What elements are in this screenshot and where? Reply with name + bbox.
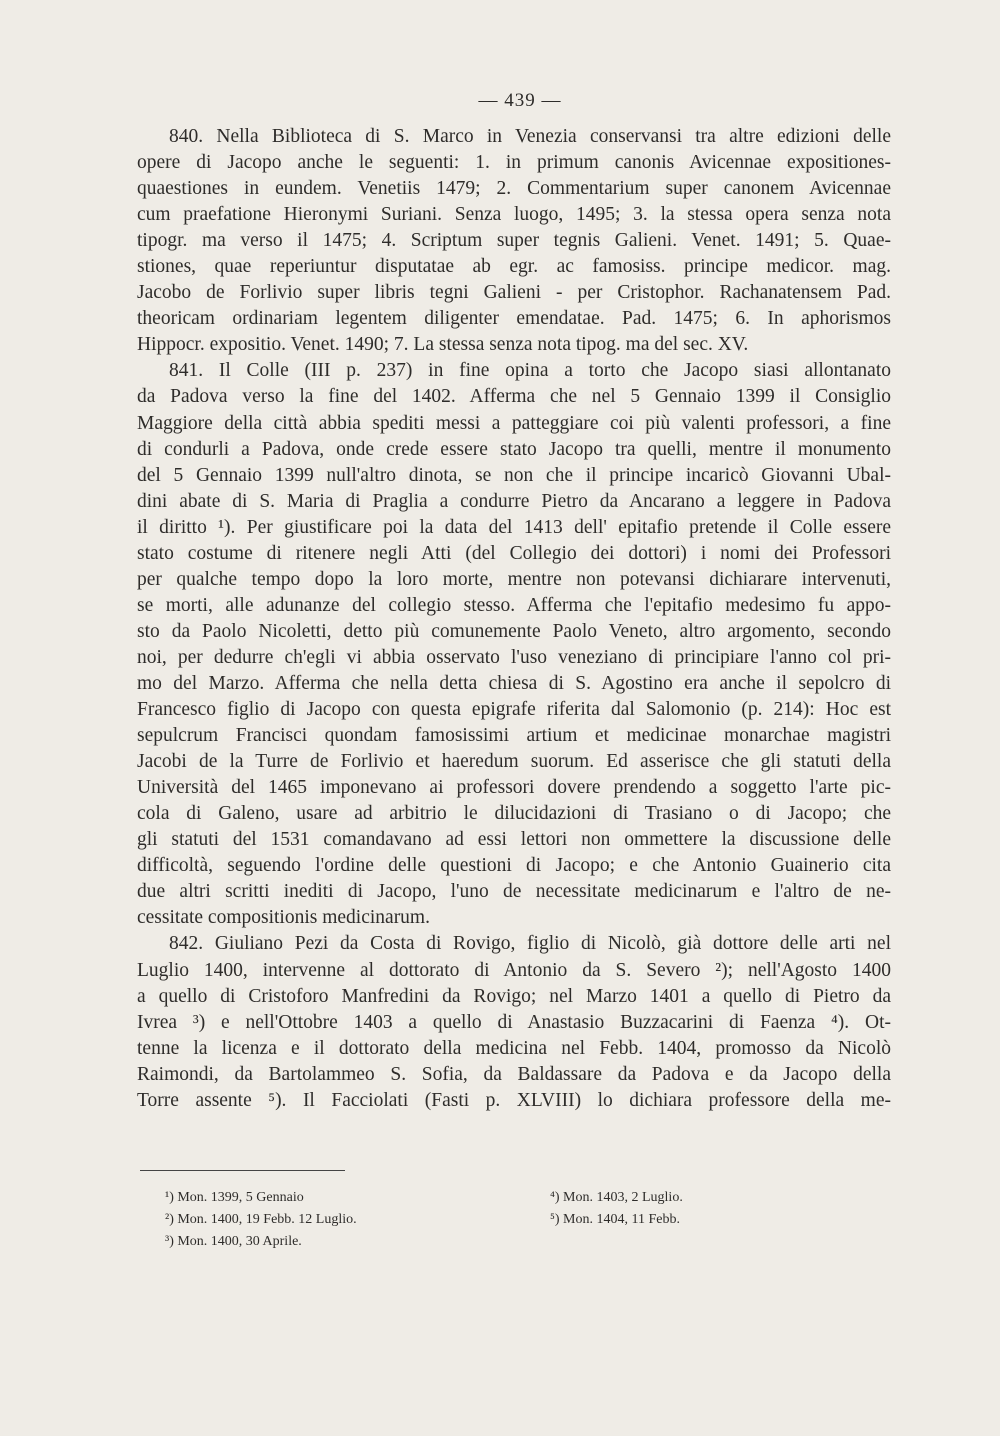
text-line: Torre assente ⁵). Il Facciolati (Fasti p. XLVIII) lo dichiara professore della me- (137, 1089, 891, 1111)
text-line: Hippocr. expositio. Venet. 1490; 7. La stessa senza nota tipog. ma del sec. XV. (137, 334, 749, 356)
text-line: Jacobi de la Turre de Forlivio et haeredum suorum. Ed asserisce che gli statuti della (137, 751, 891, 773)
text-line: cum praefatione Hieronymi Suriani. Senza luogo, 1495; 3. la stessa opera senza nota (137, 204, 891, 226)
footnotes-left-column (165, 1187, 545, 1253)
text-line: theoricam ordinariam legentem diligenter emendatae. Pad. 1475; 6. In aphorismos (137, 308, 891, 330)
text-line: tenne la licenza e il dottorato della medicina nel Febb. 1404, promosso da Nicolò (137, 1037, 891, 1059)
text-line: difficoltà, seguendo l'ordine delle questioni di Jacopo; e che Antonio Guainerio cita (137, 855, 891, 877)
text-line: opere di Jacopo anche le seguenti: 1. in primum canonis Avicennae expositiones- (137, 152, 891, 174)
text-line: del 5 Gennaio 1399 null'altro dinota, se non che il principe incaricò Giovanni Ubal- (137, 464, 891, 486)
text-line: a quello di Cristoforo Manfredini da Rovigo; nel Marzo 1401 a quello di Pietro da (137, 985, 891, 1007)
text-line: stato costume di ritenere negli Atti (del Collegio dei dottori) i nomi dei Professori (137, 542, 891, 564)
page-number: — 439 — (478, 90, 562, 111)
text-line: 842. Giuliano Pezi da Costa di Rovigo, figlio di Nicolò, già dottore delle arti nel (169, 933, 891, 955)
text-line: 841. Il Colle (III p. 237) in fine opina a torto che Jacopo siasi allontanato (169, 360, 891, 382)
footnotes-right-column (550, 1187, 870, 1231)
text-line: 840. Nella Biblioteca di S. Marco in Venezia conservansi tra altre edizioni delle (169, 126, 891, 147)
text-line: due altri scritti inediti di Jacopo, l'uno de necessitate medicinarum e l'altro de ne- (137, 881, 891, 903)
text-line: cessitate compositionis medicinarum. (137, 907, 430, 929)
text-line: Ivrea ³) e nell'Ottobre 1403 a quello di Anastasio Buzzacarini di Faenza ⁴). Ot- (137, 1011, 891, 1033)
footnote: ²) Mon. 1400, 19 Febb. 12 Luglio. (165, 1212, 357, 1227)
text-line: gli statuti del 1531 comandavano ad essi lettori non ommettere la discussione delle (137, 829, 891, 851)
footnote: ⁵) Mon. 1404, 11 Febb. (550, 1212, 680, 1227)
footnote: ¹) Mon. 1399, 5 Gennaio (165, 1190, 304, 1205)
text-line: dini abate di S. Maria di Praglia a condurre Pietro da Ancarano a leggere in Padova (137, 490, 891, 512)
text-line: sepulcrum Francisci quondam famosissimi artium et medicinae monarchae magistri (137, 725, 891, 747)
footnote: ⁴) Mon. 1403, 2 Luglio. (550, 1190, 683, 1205)
text-line: da Padova verso la fine del 1402. Afferma che nel 5 Gennaio 1399 il Consiglio (137, 386, 891, 408)
text-line: Raimondi, da Bartolammeo S. Sofia, da Baldassare da Padova e da Jacopo della (137, 1063, 891, 1085)
footnote-divider (140, 1170, 345, 1171)
body-text (137, 124, 891, 1114)
text-line: Jacobo de Forlivio super libris tegni Galieni - per Cristophor. Rachanatensem Pad. (137, 282, 891, 304)
text-line: per qualche tempo dopo la loro morte, mentre non potevansi dichiarare intervenuti, (137, 568, 891, 590)
text-line: stiones, quae reperiuntur disputatae ab egr. ac famosiss. principe medicor. mag. (137, 256, 891, 278)
footnote: ³) Mon. 1400, 30 Aprile. (165, 1234, 302, 1249)
text-line: noi, per dedurre ch'egli vi abbia osservato l'uso veneziano di principiare l'anno col pri- (137, 646, 891, 668)
text-line: il diritto ¹). Per giustificare poi la data del 1413 dell' epitafio pretende il Colle essere (137, 516, 891, 538)
text-line: tipogr. ma verso il 1475; 4. Scriptum super tegnis Galieni. Venet. 1491; 5. Quae- (137, 230, 891, 252)
text-line: Università del 1465 imponevano ai professori dovere prendendo a soggetto l'arte pic- (137, 777, 891, 799)
text-line: sto da Paolo Nicoletti, detto più comunemente Paolo Veneto, altro argomento, secondo (137, 620, 891, 642)
text-line: cola di Galeno, usare ad arbitrio le dilucidazioni di Trasiano o di Jacopo; che (137, 803, 891, 825)
text-line: mo del Marzo. Afferma che nella detta chiesa di S. Agostino era anche il sepolcro di (137, 672, 891, 694)
text-line: quaestiones in eundem. Venetiis 1479; 2. Commentarium super canonem Avicennae (137, 178, 891, 200)
text-line: se morti, alle adunanze del collegio stesso. Afferma che l'epitafio medesimo fu appo- (137, 594, 891, 616)
text-line: Francesco figlio di Jacopo con questa epigrafe riferita dal Salomonio (p. 214): Hoc est (137, 699, 891, 721)
text-line: Maggiore della città abbia spediti messi a patteggiare coi più valenti professori, a fine (137, 412, 891, 434)
text-line: di condurli a Padova, onde crede essere stato Jacopo tra quelli, mentre il monumento (137, 438, 891, 460)
text-line: Luglio 1400, intervenne al dottorato di Antonio da S. Severo ²); nell'Agosto 1400 (137, 959, 891, 981)
